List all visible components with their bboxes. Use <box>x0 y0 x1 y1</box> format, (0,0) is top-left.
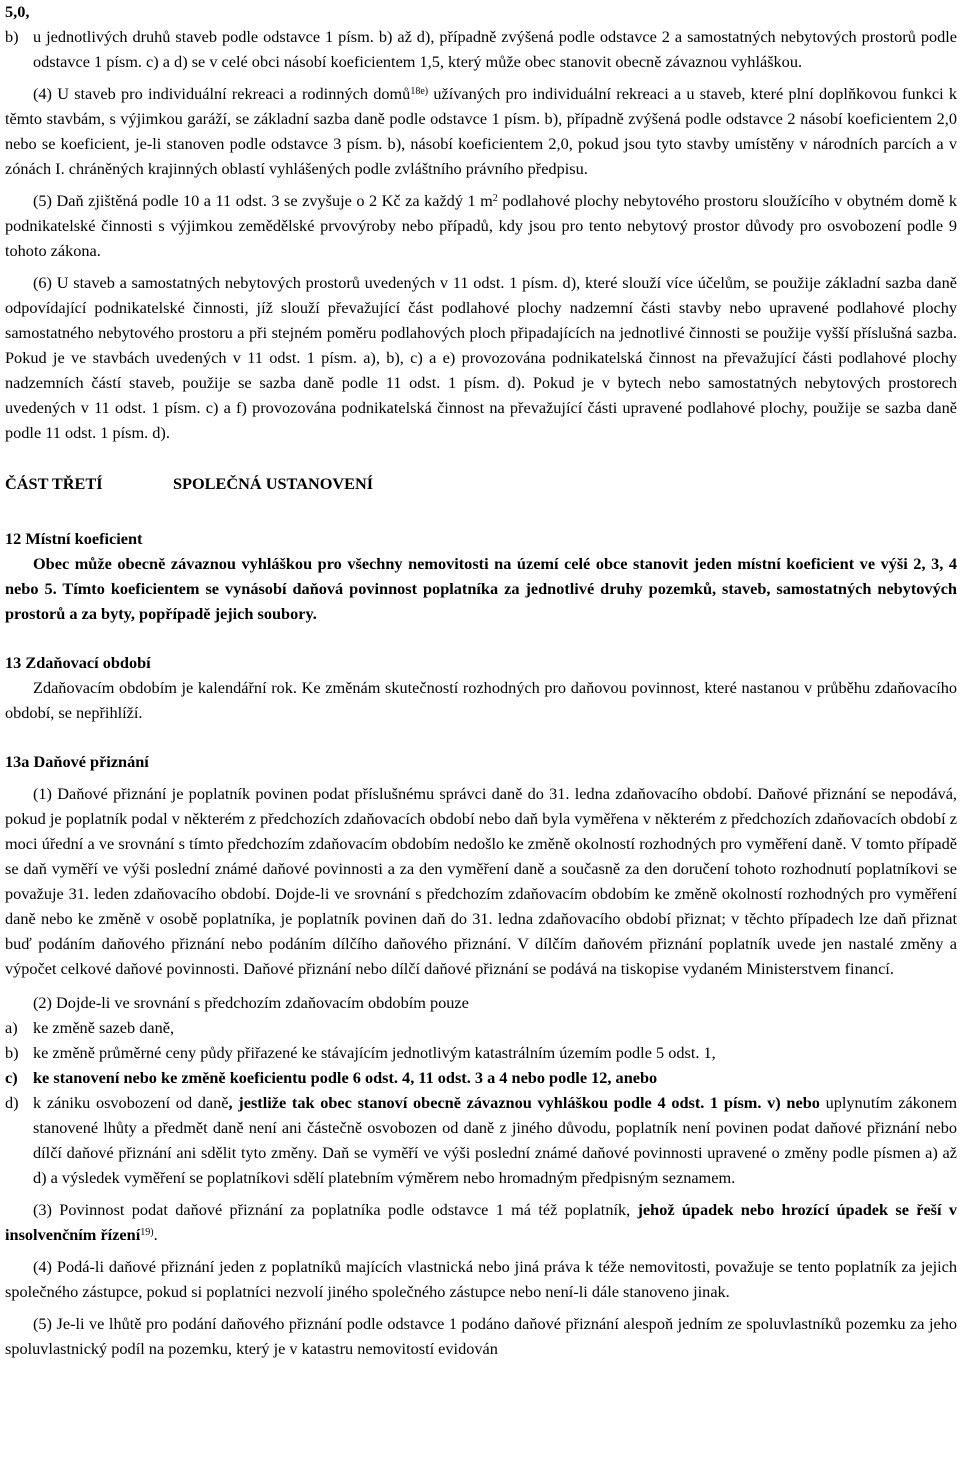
value-line: 5,0, <box>5 2 30 21</box>
section-12-heading: 12 Místní koeficient <box>5 529 143 548</box>
list-item-a <box>5 1015 957 1040</box>
text-run: uplynutím zákonem stanovené lhůty a předmět daně není ani částečně osvobozen od daně z jiného důvodu, poplatník není povinen podat daňové přiznání nebo dílčí daňové přiznání ani sdělit tyto změny. Daň se vyměří ve výši poslední známé daňové povinnosti upravené o změny podle písmen a) až d) a výsledek vyměření se poplatníkovi sdělí platebním výměrem nebo hromadným předpisným seznamem. <box>33 1093 957 1187</box>
section-13-text: Zdaňovacím obdobím je kalendářní rok. Ke změnám skutečností rozhodných pro daňovou povinnost, které nastanou v průběhu zdaňovacího období, se nepřihlíží. <box>5 678 957 722</box>
list-text <box>33 1090 957 1190</box>
footnote-ref: 18e) <box>410 86 429 97</box>
list-item-c <box>5 1065 957 1090</box>
section-13a-p2-intro: (2) Dojde-li ve srovnání s předchozím zdaňovacím obdobím pouze <box>33 993 469 1012</box>
text-run: (5) Daň zjištěná podle 10 a 11 odst. 3 se zvyšuje o 2 Kč za každý 1 m <box>33 191 493 210</box>
section-12-text: Obec může obecně závaznou vyhláškou pro všechny nemovitosti na území celé obce stanovit jeden místní koeficient ve výši 2, 3, 4 nebo 5. Tímto koeficientem se vynásobí daňová povinnost poplatníka za jednotlivé druhy pozemků, staveb, samostatných nebytových prostorů a za byty, popřípadě jejich soubory. <box>5 554 957 623</box>
list-text: ke změně sazeb daně, <box>33 1018 175 1037</box>
part-heading <box>5 471 957 496</box>
section-13a-p5: (5) Je-li ve lhůtě pro podání daňového přiznání podle odstavce 1 podáno daňové přiznání alespoň jedním ze spoluvlastníků pozemku za jeho spoluvlastnický podíl na pozemku, který je v katastru nemovitostí evidován <box>5 1314 957 1358</box>
text-run: užívaných pro individuální rekreaci a u staveb, které plní doplňkovou funkci k těmto stavbám, s výjimkou garáží, se základní sazba daně podle odstavce 1 písm. b), případně zvýšená podle odstavce 2 násobí koeficientem 2,0 nebo se koeficient, je-li stanoven podle odstavce 3 písm. b), násobí koeficientem 2,0, pokud jsou tyto stavby umístěny v národních parcích a v zónách I. chráněných krajinných oblastí vyhlášených podle zvláštního právního předpisu. <box>5 84 957 178</box>
section-13a-p4: (4) Podá-li daňové přiznání jeden z poplatníků majících vlastnická nebo jiná práva k téže nemovitosti, považuje se tento poplatník za jejich společného zástupce, pokud si poplatníci nezvolí jiného společného zástupce nebo není-li dále stanoveno jinak. <box>5 1257 957 1301</box>
section-13a-p3 <box>5 1197 957 1247</box>
list-text: u jednotlivých druhů staveb podle odstavce 1 písm. b) až d), případně zvýšená podle odstavce 2 a samostatných nebytových prostorů podle odstavce 1 písm. c) a d) se v celé obci násobí koeficientem 1,5, který může obec stanovit obecně závaznou vyhláškou. <box>33 27 957 71</box>
list-item-b <box>5 1040 957 1065</box>
list-text: ke změně průměrné ceny půdy přiřazené ke stávajícím jednotlivým katastrálním územím podle 5 odst. 1, <box>33 1043 716 1062</box>
text-run: (3) Povinnost podat daňové přiznání za poplatníka podle odstavce 1 má též poplatník, <box>33 1200 638 1219</box>
list-label: b) <box>5 27 19 46</box>
paragraph-6: (6) U staveb a samostatných nebytových prostorů uvedených v 11 odst. 1 písm. d), které slouží více účelům, se použije základní sazba daně odpovídající podnikatelské činnosti, jíž slouží převažující část podlahové plochy nadzemní části stavby nebo upravené podlahové plochy samostatného nebytového prostoru a při stejném poměru podlahových ploch připadajících na jednotlivé činnosti se použije vyšší příslušná sazba. Pokud je ve stavbách uvedených v 11 odst. 1 písm. a), b), c) a e) provozována podnikatelská činnost na převažující části podlahové plochy nadzemních částí staveb, použije se sazba daně podle 11 odst. 1 písm. d). Pokud je v bytech nebo samostatných nebytových prostorech uvedených v 11 odst. 1 písm. c) a f) provozována podnikatelská činnost na převažující části upravené podlahové plochy, použije se sazba daně podle 11 odst. 1 písm. d). <box>5 273 957 442</box>
list-item-b <box>5 24 957 74</box>
text-run-bold: jehož úpadek nebo hrozící úpadek se řeší v insolvenčním řízení <box>5 1200 957 1244</box>
part-title: SPOLEČNÁ USTANOVENÍ <box>173 474 374 493</box>
section-13-heading: 13 Zdaňovací období <box>5 653 151 672</box>
section-13a-heading: 13a Daňové přiznání <box>5 752 149 771</box>
paragraph-4 <box>5 81 957 181</box>
text-run: . <box>153 1225 158 1244</box>
list-label: b) <box>5 1043 19 1062</box>
section-13a-list <box>5 1015 957 1190</box>
superscript: 2 <box>492 193 498 204</box>
list-text: ke stanovení nebo ke změně koeficientu podle 6 odst. 4, 11 odst. 3 a 4 nebo podle 12, anebo <box>33 1068 658 1087</box>
text-run: podlahové plochy nebytového prostoru sloužícího v obytném domě k podnikatelské činnosti s výjimkou zemědělské prvovýroby nebo případů, kdy jsou pro tento nebytový prostor důvody pro osvobození podle 9 tohoto zákona. <box>5 191 958 260</box>
list-label: d) <box>5 1093 19 1112</box>
footnote-ref: 19) <box>140 1227 154 1238</box>
list-label: a) <box>5 1018 18 1037</box>
text-run: (4) U staveb pro individuální rekreaci a rodinných domů <box>33 84 411 103</box>
paragraph-5 <box>5 188 957 263</box>
list-label: c) <box>5 1068 18 1087</box>
section-13a-p1: (1) Daňové přiznání je poplatník povinen podat příslušnému správci daně do 31. ledna zdaňovacího období. Daňové přiznání se nepodává, pokud je poplatník podal v některém z předchozích zdaňovacích období nebo daň byla vyměřena v některém z předchozích zdaňovacích období z moci úřední a ve srovnání s tímto předchozím zdaňovacím obdobím nedošlo ke změně okolností rozhodných pro vyměření daně. V tomto případě se daň vyměří ve výši poslední známé daňové povinnosti a za den vyměření daně a současně za den doručení tohoto rozhodnutí poplatníkovi se považuje 31. leden zdaňovacího období. Dojde-li ve srovnání s předchozím zdaňovacím obdobím ke změně okolností rozhodných pro vyměření daně nebo ke změně v osobě poplatníka, je poplatník povinen daň do 31. ledna zdaňovacího období přiznat; v těchto případech lze daň přiznat buď podáním daňového přiznání nebo podáním dílčího daňového přiznání. V dílčím daňovém přiznání poplatník uvede jen nastalé změny a výpočet celkové daňové povinnosti. Daňové přiznání nebo dílčí daňové přiznání se podává na tiskopise vydaném Ministerstvem financí. <box>5 784 957 978</box>
part-number: ČÁST TŘETÍ <box>5 474 103 493</box>
document-page <box>5 0 957 1361</box>
list-item-d <box>5 1090 957 1190</box>
text-run: k zániku osvobození od daně <box>33 1093 229 1112</box>
text-run-bold: , jestliže tak obec stanoví obecně závaznou vyhláškou podle 4 odst. 1 písm. v) nebo <box>228 1093 820 1112</box>
